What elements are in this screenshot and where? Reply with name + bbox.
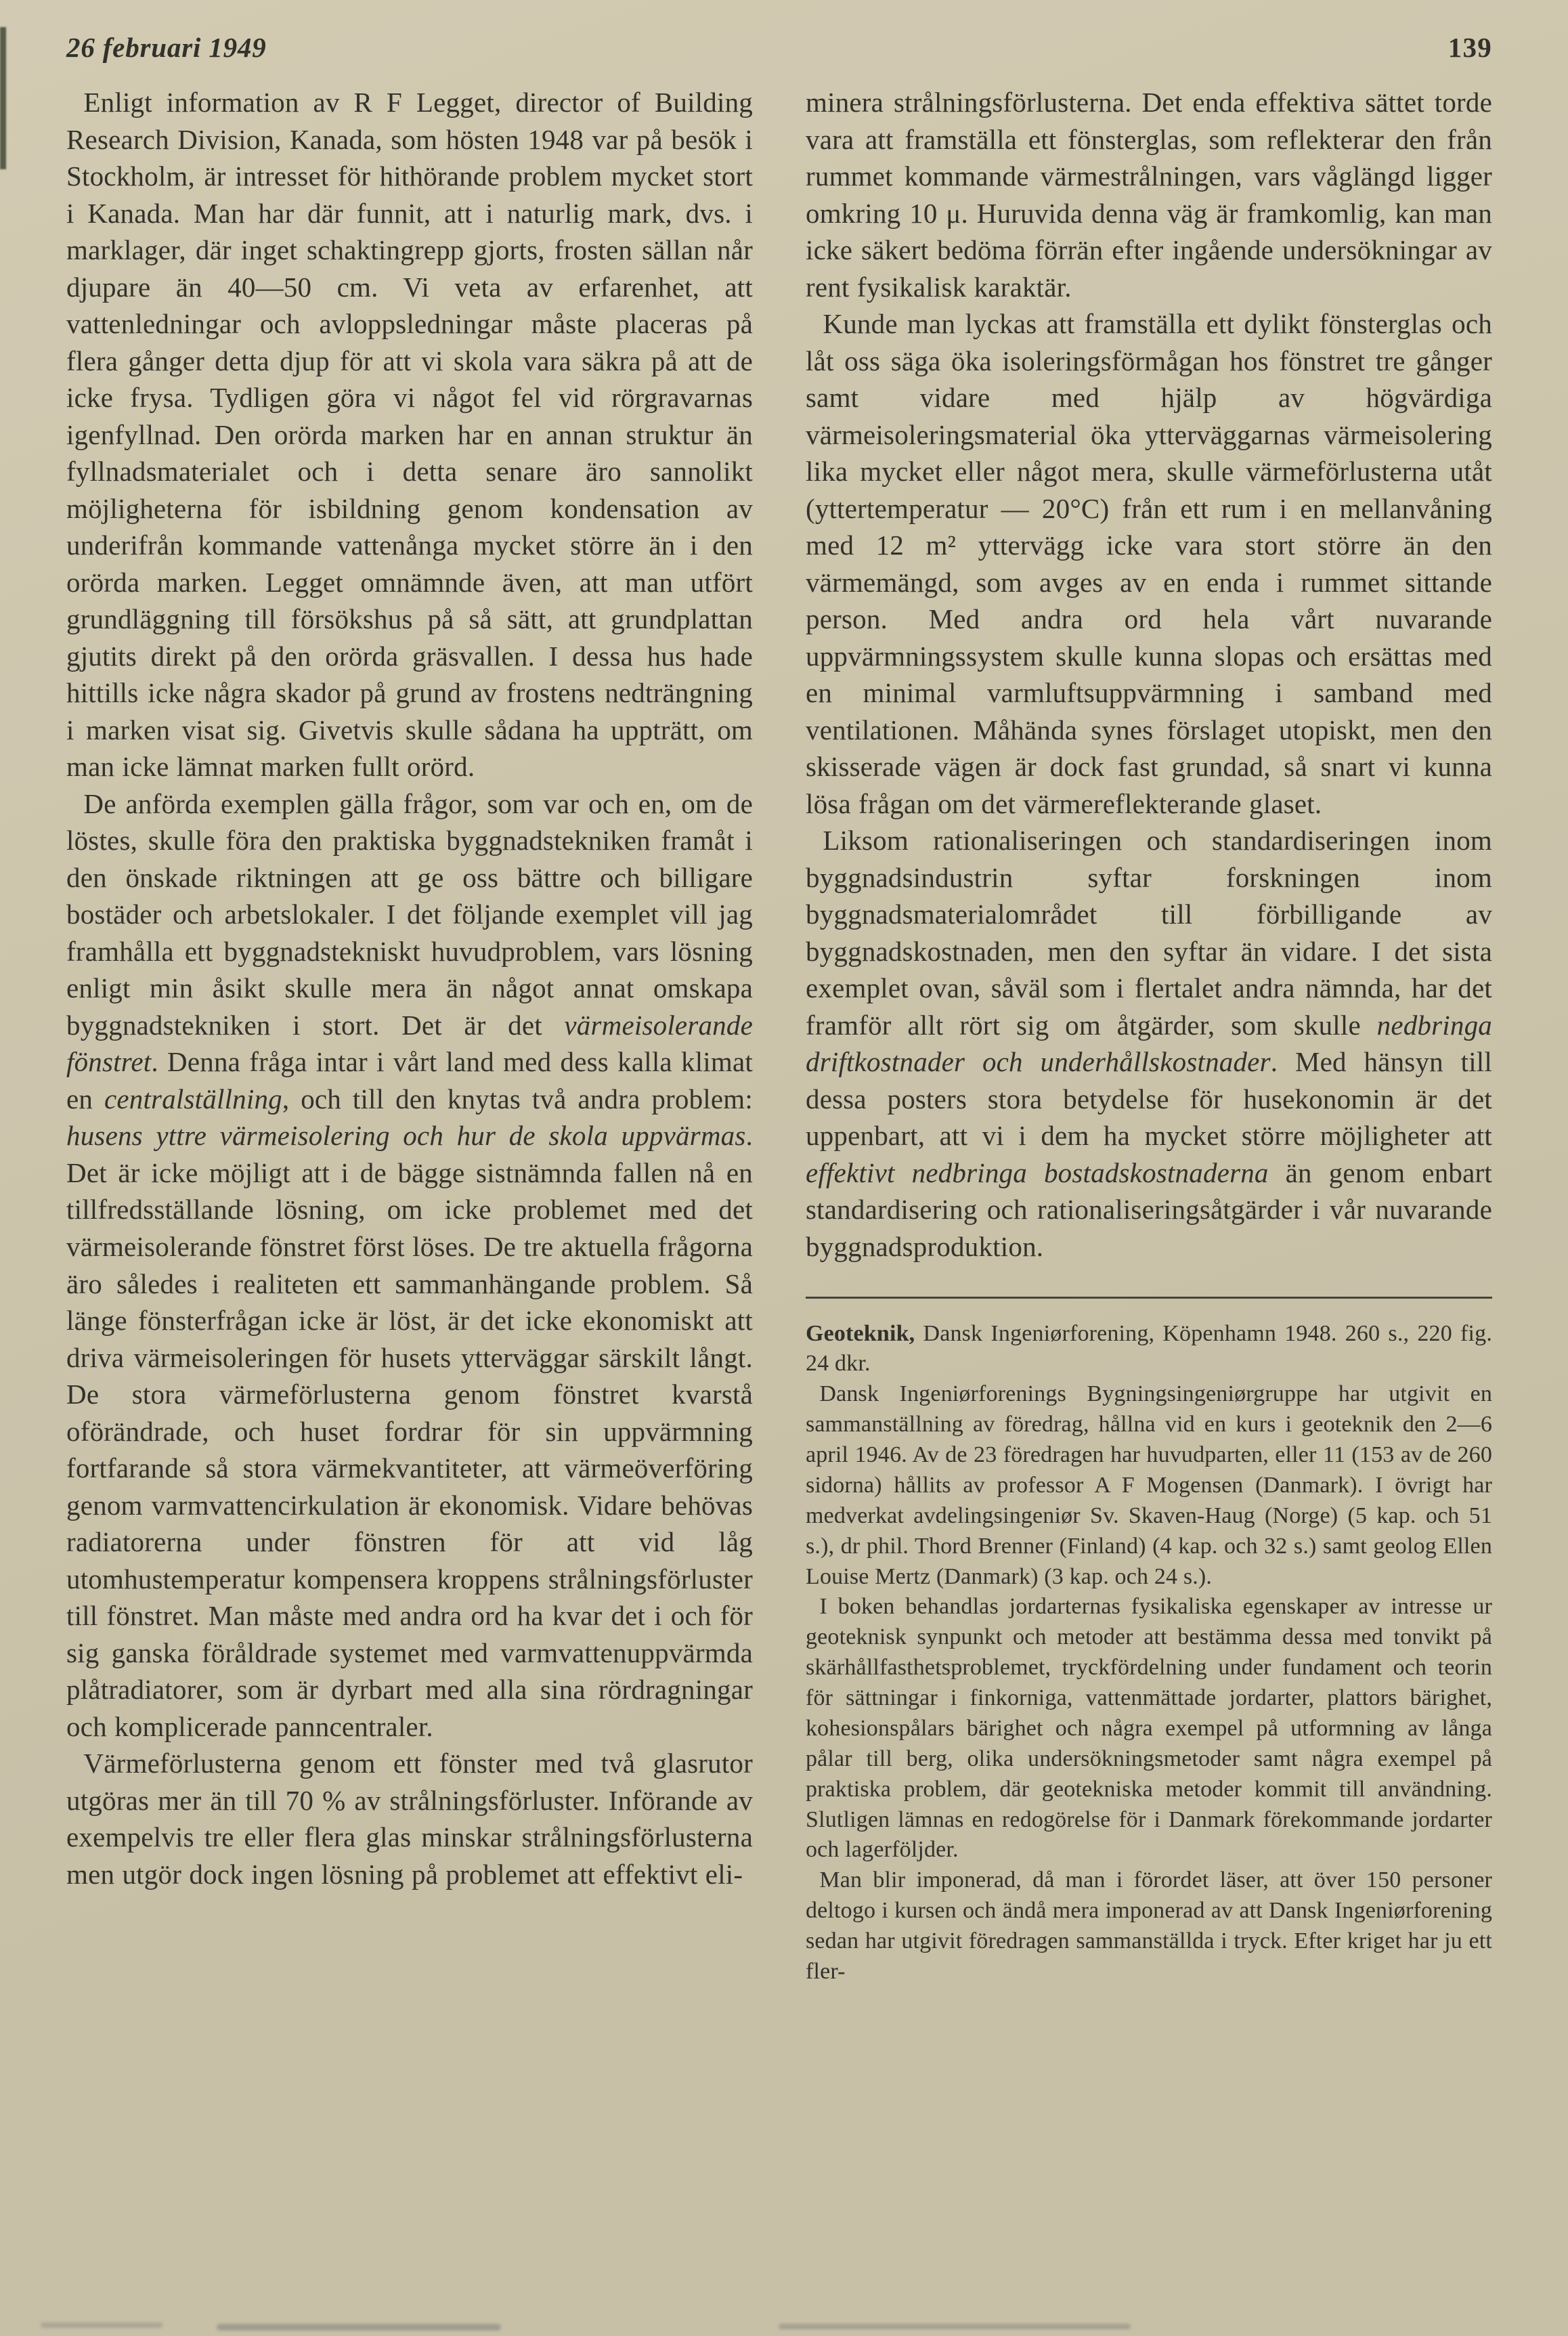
section-divider — [806, 1297, 1492, 1299]
paragraph: Kunde man lyckas att framställa ett dylikt fönsterglas och låt oss säga öka isoleringsförmågan hos fönstret tre gånger samt vidare med hjälp av högvärdiga värmeisoleringsmaterial öka ytterväggarnas värmeisolering lika mycket eller något mera, skulle värmeförlusterna utåt (yttertemperatur — 20°C) från ett rum i en mellanvåning med 12 m² yttervägg icke vara stort större än den värmemängd, som avges av en enda i rummet sittande person. Med andra ord hela vårt nuvarande uppvärmningssystem skulle kunna slopas och ersättas med en minimal varmluftsuppvärmning i samband med ventilationen. Måhända synes förslaget utopiskt, men den skisserade vägen är dock fast grundad, så snart vi kunna lösa frågan om det värmereflekterande glaset. — [806, 308, 1492, 819]
paragraph: Värmeförlusterna genom ett fönster med två glasrutor utgöras mer än till 70 % av strålningsförluster. Införande av exempelvis tre eller flera glas minskar strålningsförlusterna men utgör dock ingen lösning på problemet att effektivt eli- — [66, 1748, 753, 1890]
book-citation: Dansk Ingeniørforening, Köpenhamn 1948. 260 s., 220 fig. 24 dkr. — [806, 1320, 1492, 1377]
book-review-section — [806, 1297, 1492, 1987]
scan-smudge-artifact — [779, 2324, 1131, 2329]
page-number: 139 — [1447, 32, 1492, 63]
paragraph: minera strålningsförlusterna. Det enda effektiva sättet torde vara att framställa ett fönsterglas, som reflekterar den från rummet kommande värmestrålningen, vars våglängd ligger omkring 10 μ. Huruvida denna väg är framkomlig, kan man icke säkert bedöma förrän efter ingående undersökningar av rent fysikalisk karaktär. — [806, 87, 1492, 303]
paragraph: Enligt information av R F Legget, director of Building Research Division, Kanada, som hösten 1948 var på besök i Stockholm, är intresset för hithörande problem mycket stort i Kanada. Man har där funnit, att i naturlig mark, dvs. i marklager, där inget schaktingrepp gjorts, frosten sällan når djupare än 40—50 cm. Vi veta av erfarenhet, att vattenledningar och avloppsledningar måste placeras på flera gånger detta djup för att vi skola vara säkra på att de icke frysa. Tydligen göra vi något fel vid rörgravarnas igenfyllnad. Den orörda marken har en annan struktur än fyllnadsmaterialet och i detta senare äro sannolikt möjligheterna för isbildning genom kondensation av underifrån kommande vattenånga mycket större än i den orörda marken. Legget omnämnde även, att man utfört grundläggning till försökshus på så sätt, att grundplattan gjutits direkt på den orörda gräsvallen. I dessa hus hade hittills icke några skador på grund av frostens nedträngning i marken visat sig. Givetvis skulle sådana ha uppträtt, om man icke lämnat marken fullt orörd. — [66, 87, 753, 783]
right-column — [806, 84, 1492, 1987]
paragraph: Liksom rationaliseringen och standardiseringen inom byggnadsindustrin syftar forskningen inom byggnadsmaterialområdet till förbilligande av byggnadskostnaden, men den syftar än vidare. I det sista exemplet ovan, såväl som i flertalet andra nämnda, har det framför allt rört sig om åtgärder, som skulle nedbringa driftkostnader och underhållskostnader. Med hänsyn till dessa posters stora betydelse för husekonomin är det uppenbart, att vi i dem ha mycket större möjligheter att effektivt nedbringa bostadskostnaderna än genom enbart standardisering och rationaliseringsåtgärder i vår nuvarande byggnadsproduktion. — [806, 825, 1492, 1262]
book-review-title — [806, 1319, 1492, 1380]
issue-date: 26 februari 1949 — [66, 32, 267, 63]
book-title: Geoteknik, — [806, 1320, 915, 1346]
scan-smudge-artifact — [41, 2322, 162, 2328]
review-paragraph: Man blir imponerad, då man i förordet läser, att över 150 personer deltogo i kursen och ändå mera imponerad av att Dansk Ingeniørforening sedan har utgivit föredragen sammanställda i tryck. Efter kriget har ju ett fler- — [806, 1867, 1492, 1984]
scan-smudge-artifact — [217, 2324, 501, 2331]
two-column-body — [66, 84, 1492, 1987]
review-paragraph: I boken behandlas jordarternas fysikaliska egenskaper av intresse ur geoteknisk synpunkt och metoder att bestämma dessa med tonvikt på skärhållfasthetsproblemet, tryckfördelning under fundament och teorin för sättningar i finkorniga, vattenmättade jordarter, plattors bärighet, kohesionspålars bärighet och några exempel på utformning av långa pålar till berg, olika undersökningsmetoder samt några exempel på praktiska problem, där geotekniska metoder kommit till användning. Slutligen lämnas en redogörelse för i Danmark förekommande jordarter och lagerföljder. — [806, 1594, 1492, 1863]
left-column — [66, 84, 753, 1987]
paragraph: De anförda exemplen gälla frågor, som var och en, om de löstes, skulle föra den praktiska byggnadstekniken framåt i den önskade riktningen att ge oss bättre och billigare bostäder och arbetslokaler. I det följande exemplet vill jag framhålla ett byggnadstekniskt huvudproblem, vars lösning enligt min åsikt skulle mera än något annat omskapa byggnadstekniken i stort. Det är det värmeisolerande fönstret. Denna fråga intar i vårt land med dess kalla klimat en centralställning, och till den knytas två andra problem: husens yttre värmeisolering och hur de skola uppvärmas. Det är icke möjligt att i de bägge sistnämnda fallen nå en tillfredsställande lösning, om icke problemet med det värmeisolerande fönstret först löses. De tre aktuella frågorna äro således i realiteten ett sammanhängande problem. Så länge fönsterfrågan icke är löst, är det icke ekonomiskt att driva värmeisoleringen för husets ytterväggar särskilt långt. De stora värmeförlusterna genom fönstret kvarstå oförändrade, och huset fordrar för sin uppvärmning fortfarande så stora värmekvantiteter, att värmeöverföring genom varmvattencirkulation är ekonomisk. Vidare behövas radiatorerna under fönstren för att vid låg utomhustemperatur kompensera kroppens strålningsförluster till fönstret. Man måste med andra ord ha kvar det i och för sig ganska föråldrade systemet med varmvattenuppvärmda plåtradiatorer, som är dyrbart med alla sina rördragningar och komplicerade panncentraler. — [66, 787, 753, 1742]
page-header — [66, 31, 1492, 64]
review-paragraph: Dansk Ingeniørforenings Bygningsingeniørgruppe har utgivit en sammanställning av föredrag, hållna vid en kurs i geoteknik den 2—6 april 1946. Av de 23 föredragen har huvudparten, eller 11 (153 av de 260 sidorna) hållits av professor A F Mogensen (Danmark). I övrigt har medverkat avdelingsingeniør Sv. Skaven-Haug (Norge) (5 kap. och 51 s.), dr phil. Thord Brenner (Finland) (4 kap. och 32 s.) samt geolog Ellen Louise Mertz (Danmark) (3 kap. och 24 s.). — [806, 1381, 1492, 1589]
